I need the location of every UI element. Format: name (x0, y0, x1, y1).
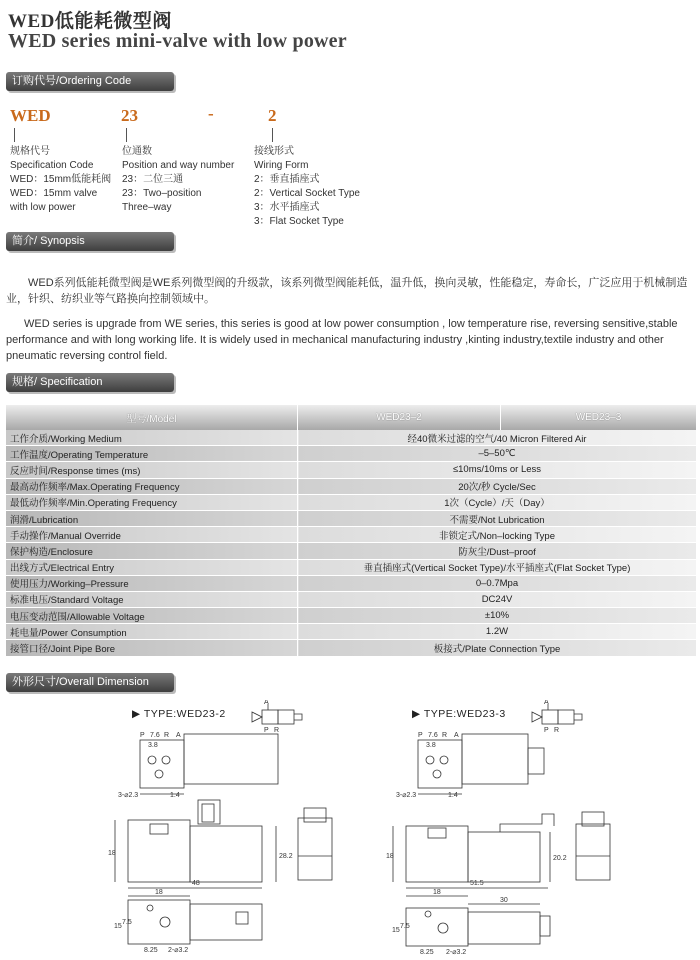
spec-row-value: ≤10ms/10ms or Less (298, 462, 697, 478)
symbol-right-r: R (554, 727, 560, 734)
spec-row-value: 1.2W (298, 624, 697, 640)
spec-row-value: 1次（Cycle）/天（Day） (298, 494, 697, 510)
spec-row-label: 最低动作频率/Min.Operating Frequency (6, 494, 298, 510)
spec-header-row (6, 405, 696, 430)
spec-row (6, 543, 696, 559)
dim-left-a: A (176, 732, 181, 739)
dim-left-825: 8.25 (144, 947, 158, 954)
code-desc-wiring: 接线形式 Wiring Form 2：垂直插座式 2：Vertical Socket Type 3：水平插座式 3：Flat Socket Type (254, 146, 360, 227)
spec-row-label: 出线方式/Electrical Entry (6, 559, 298, 575)
dim-left-holes: 3-⌀2.3 (118, 792, 139, 799)
code-line-2 (126, 128, 127, 142)
dim-right-holes: 3-⌀2.3 (396, 792, 417, 799)
spec-row (6, 608, 696, 624)
dim-right-825: 8.25 (420, 949, 434, 956)
type-label-left: ▶ TYPE:WED23-2 (132, 708, 226, 720)
synopsis-en: WED series is upgrade from WE series, this series is good at low power consumption , low temperature rise, reversing sensitive,stable performance and with long working life. It is widely used in mechanical manufacturing industry ,kinting industry,textile industry and other pneumatic reversing control field. (6, 318, 678, 362)
section-overall-dimension: 外形尺寸/Overall Dimension (6, 673, 174, 692)
code-line-3 (272, 128, 273, 142)
dim-left-p: P (140, 732, 145, 739)
spec-row-value: 垂直插座式(Vertical Socket Type)/水平插座式(Flat Socket Type) (298, 559, 697, 575)
side-view-right (386, 814, 567, 882)
spec-row (6, 510, 696, 526)
spec-row-value: –5–50℃ (298, 446, 697, 462)
spec-row (6, 527, 696, 543)
spec-row-value: ±10% (298, 608, 697, 624)
spec-row (6, 624, 696, 640)
spec-row-label: 手动操作/Manual Override (6, 527, 298, 543)
end-view-right (576, 812, 610, 880)
top-view-right (396, 732, 544, 799)
top-view-left (118, 732, 278, 799)
spec-row-label: 反应时间/Response times (ms) (6, 462, 298, 478)
spec-header-wed23-2: WED23–2 (298, 405, 501, 430)
dim-left-18w: 18 (155, 889, 163, 896)
code-dash: - (208, 104, 214, 123)
spec-row (6, 478, 696, 494)
symbol-right-a: A (544, 700, 549, 706)
dim-left-38: 3.8 (148, 742, 158, 749)
dim-right-p: P (418, 732, 423, 739)
dim-left-282: 28.2 (279, 853, 293, 860)
code-wiring: 2 (268, 106, 277, 125)
dim-right-screw: 2-⌀3.2 (446, 949, 467, 956)
section-specification: 规格/ Specification (6, 373, 174, 392)
dim-right-515: 51.5 (470, 880, 484, 887)
spec-row-value: 板接式/Plate Connection Type (298, 640, 697, 656)
symbol-left-r: R (274, 727, 280, 734)
spec-body (6, 430, 696, 656)
spec-row (6, 640, 696, 656)
dim-right-18w: 18 (433, 889, 441, 896)
symbol-left-p: P (264, 727, 269, 734)
dim-left-48: 48 (192, 880, 200, 887)
section-synopsis: 简介/ Synopsis (6, 232, 174, 251)
spec-row-value: DC24V (298, 591, 697, 607)
dim-left-screw: 2-⌀3.2 (168, 947, 189, 954)
section-ordering-code: 订购代号/Ordering Code (6, 72, 174, 91)
spec-row-value: 20次/秒 Cycle/Sec (298, 478, 697, 494)
spec-table (6, 405, 696, 657)
title-cn: WED低能耗微型阀 (8, 11, 172, 32)
spec-row-label: 使用压力/Working–Pressure (6, 575, 298, 591)
title-en: WED series mini-valve with low power (8, 30, 347, 52)
valve-symbol-left (252, 700, 302, 734)
dim-right-38: 3.8 (426, 742, 436, 749)
spec-header-model: 型号/Model (6, 405, 298, 430)
code-desc-position: 位通数 Position and way number 23：二位三通 23：Two–position Three–way (122, 146, 235, 213)
dim-right-a: A (454, 732, 459, 739)
symbol-left-a: A (264, 700, 269, 706)
bottom-view-right (392, 880, 550, 956)
spec-row (6, 446, 696, 462)
dim-right-76: 7.6 (428, 732, 438, 739)
spec-row-value: 0–0.7Mpa (298, 575, 697, 591)
type-label-right: ▶ TYPE:WED23-3 (412, 708, 506, 720)
bottom-view-left (114, 880, 262, 954)
spec-row-value: 防灰尘/Dust–proof (298, 543, 697, 559)
dim-left-75: 7.5 (122, 919, 132, 926)
spec-row-label: 保护构造/Enclosure (6, 543, 298, 559)
dim-right-202: 20.2 (553, 855, 567, 862)
spec-row (6, 575, 696, 591)
spec-row (6, 591, 696, 607)
dim-right-30: 30 (500, 897, 508, 904)
dim-right-14: 1.4 (448, 792, 458, 799)
dim-right-18h: 18 (386, 853, 394, 860)
code-desc-spec: 规格代号 Specification Code WED：15mm低能耗阀 WED：15mm valve with low power (10, 146, 112, 213)
spec-row-value: 经40微米过滤的空气/40 Micron Filtered Air (298, 430, 697, 446)
spec-row-label: 润滑/Lubrication (6, 510, 298, 526)
dim-left-18h: 18 (108, 850, 116, 857)
dim-left-15: 15 (114, 923, 122, 930)
spec-row (6, 430, 696, 446)
spec-row-label: 工作介质/Working Medium (6, 430, 298, 446)
dim-right-75: 7.5 (400, 923, 410, 930)
code-position: 23 (121, 106, 138, 125)
spec-row-value: 不需要/Not Lubrication (298, 510, 697, 526)
dim-right-15: 15 (392, 927, 400, 934)
synopsis-cn: WED系列低能耗微型阀是WE系列微型阀的升级款，该系列微型阀能耗低，温升低，换向灵敏，性能稳定，寿命长，广泛应用于机械制造业，针织、纺织业等气路换向控制领域中。 (6, 277, 688, 305)
spec-row-label: 电压变动范围/Allowable Voltage (6, 608, 298, 624)
dim-left-r: R (164, 732, 170, 739)
spec-row (6, 494, 696, 510)
dimension-drawings (0, 700, 700, 958)
code-spec: WED (10, 106, 51, 125)
side-view-left (108, 800, 293, 882)
symbol-right-p: P (544, 727, 549, 734)
spec-row-label: 耗电量/Power Consumption (6, 624, 298, 640)
valve-symbol-right (532, 700, 582, 734)
dim-left-76: 7.6 (150, 732, 160, 739)
spec-row-label: 标准电压/Standard Voltage (6, 591, 298, 607)
spec-row (6, 559, 696, 575)
spec-row-label: 工作温度/Operating Temperature (6, 446, 298, 462)
end-view-left (298, 808, 332, 880)
spec-row-label: 接管口径/Joint Pipe Bore (6, 640, 298, 656)
spec-row-value: 非锁定式/Non–locking Type (298, 527, 697, 543)
spec-row-label: 最高动作频率/Max.Operating Frequency (6, 478, 298, 494)
dim-right-r: R (442, 732, 448, 739)
dim-left-14: 1.4 (170, 792, 180, 799)
code-line-1 (14, 128, 15, 142)
spec-header-wed23-3: WED23–3 (501, 405, 697, 430)
spec-row (6, 462, 696, 478)
